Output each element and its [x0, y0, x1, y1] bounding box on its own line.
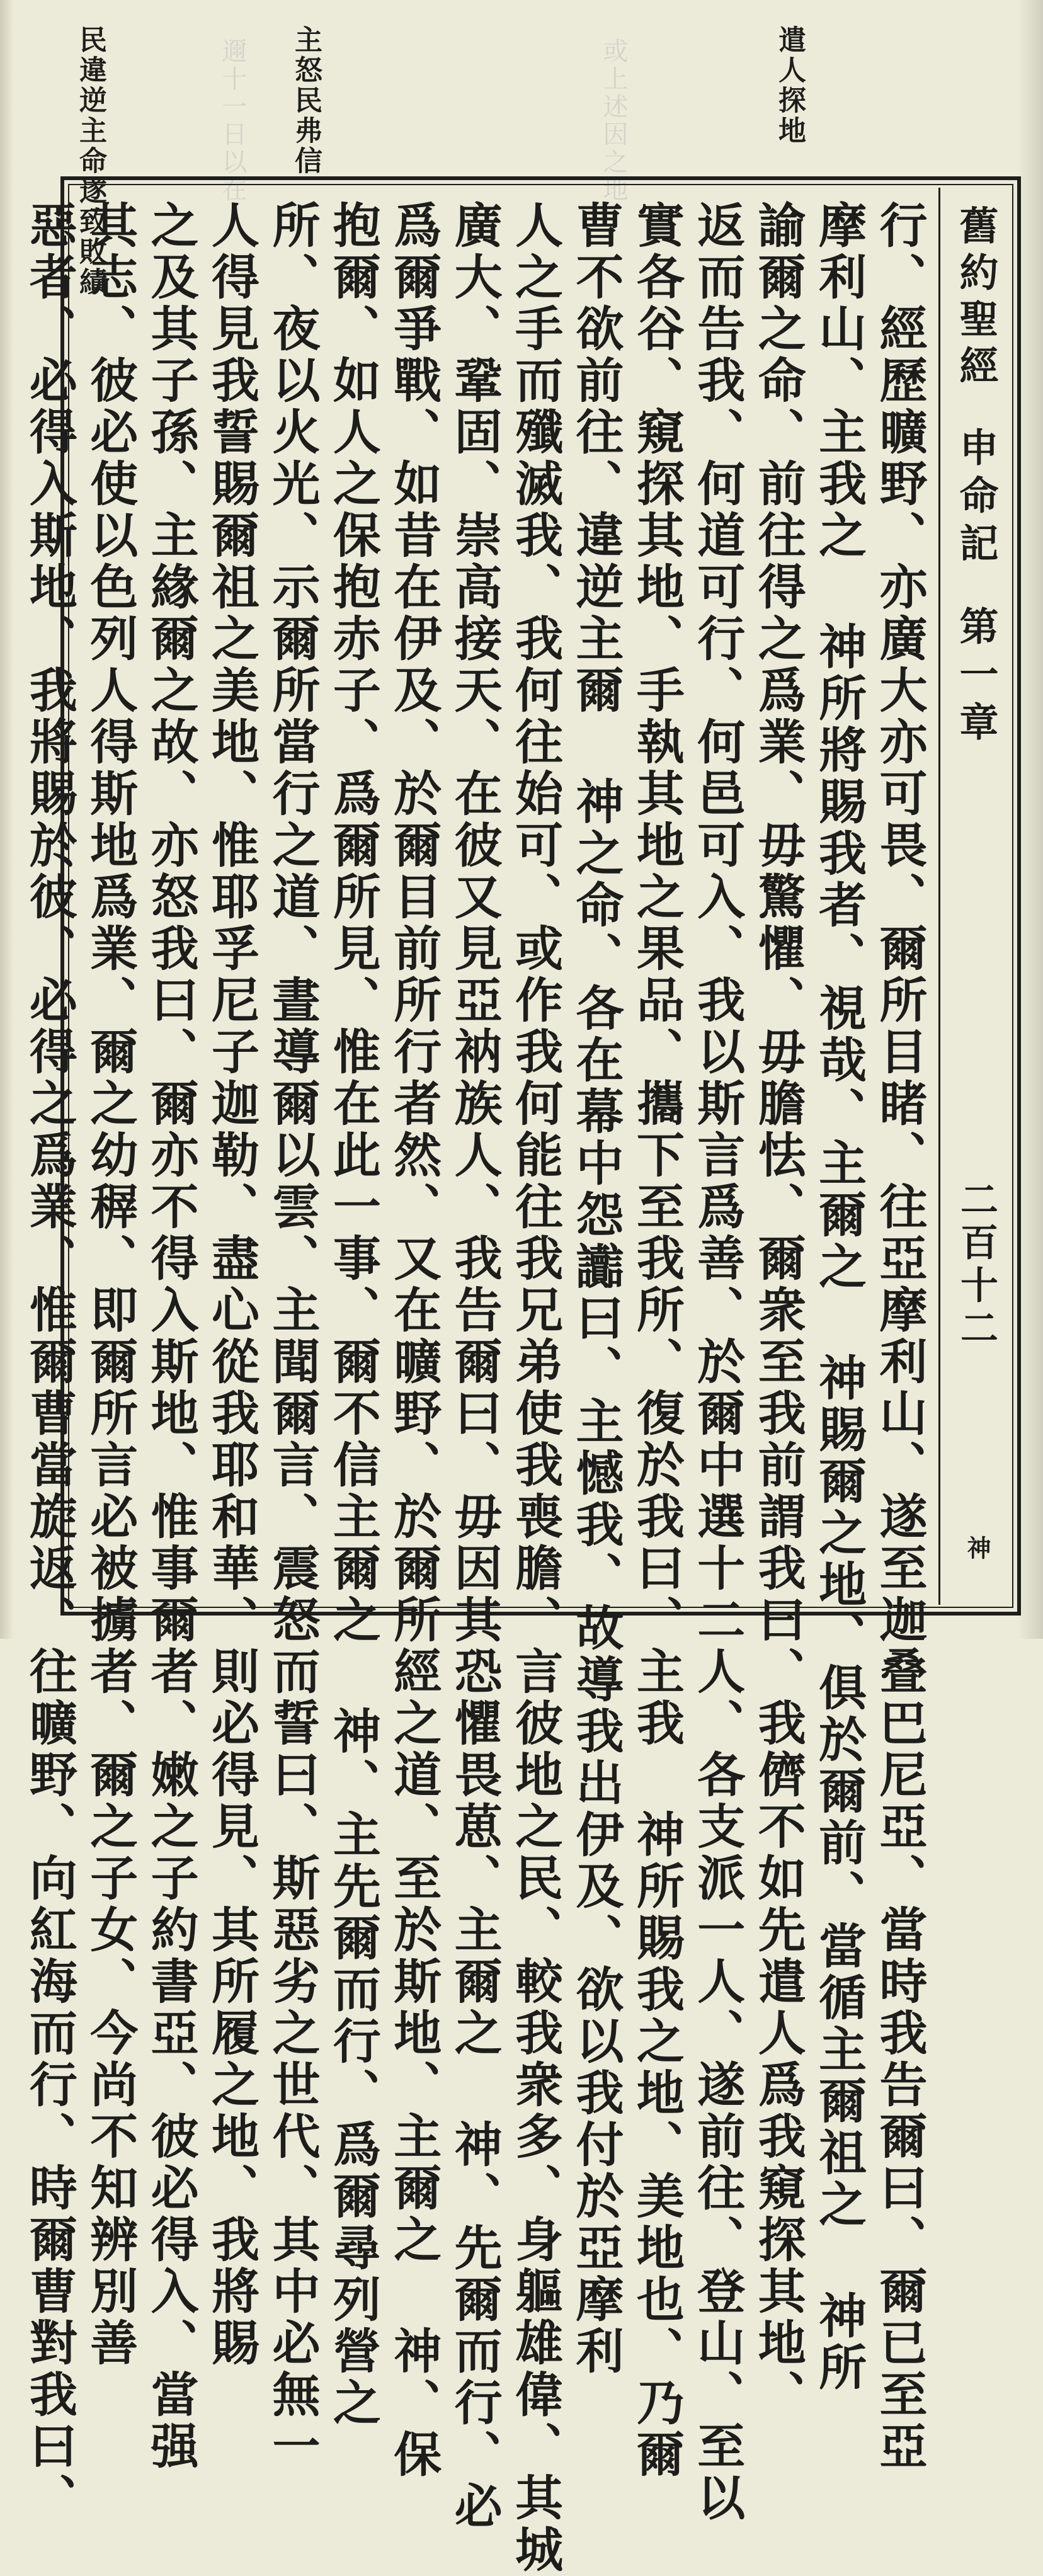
- text-column: 行、經歷曠野、亦廣大亦可畏、爾所目睹、往亞摩利山、遂至迦叠巴尼亞、當時我告爾曰、爾已至亞: [872, 200, 928, 2473]
- text-column: 惡者、必得入斯地、我將賜於彼、必得之爲業、惟爾曹當旋返、往曠野、向紅海而行、時爾曹對我曰、: [21, 200, 78, 2524]
- chapter-book-name: 申命記: [953, 427, 999, 571]
- headnote: 遣人探地: [773, 25, 806, 146]
- section-mark: 神: [963, 1536, 991, 1559]
- text-column: 爲爾爭戰、如昔在伊及、於爾目前所行者然、又在曠野、於爾所經之道、至於斯地、主爾之 神、保: [385, 200, 442, 2481]
- page-edge-shadow: [0, 0, 14, 1639]
- page-number: 二百十二: [954, 1180, 998, 1351]
- text-column: 摩利山、主我之 神所將賜我者、視哉、主爾之 神賜爾之地、俱於爾前、當循主爾祖之 神所: [811, 200, 867, 2394]
- text-column: 實各谷、窺探其地、手執其地之果品、攜下至我所、復於我曰、主我 神所賜我之地、美地也、乃爾: [629, 200, 685, 2481]
- headnote: 主怒民弗信: [290, 25, 322, 176]
- text-column: 廣大、鞏固、崇高接天、在彼又見亞衲族人、我告爾曰、毋因其恐懼畏葸、主爾之 神、先爾而行、必: [447, 200, 503, 2533]
- text-column: 諭爾之命、前往得之爲業、毋驚懼、毋膽怯、爾衆至我前謂我曰、我儕不如先遣人爲我窺探其地、: [750, 200, 807, 2421]
- text-column: 曹不欲前往、違逆主爾 神之命、各在幕中怨讟曰、主憾我、故導我出伊及、欲以我付於亞摩利: [567, 200, 624, 2378]
- bleed-through-text: 邇十一日以在: [218, 38, 247, 204]
- book-title: 舊約聖經: [953, 205, 999, 392]
- headnote: 民違逆主命遂致敗績: [74, 25, 106, 297]
- text-column: 人得見我誓賜爾祖之美地、惟耶孚尼子迦勒、盡心從我耶和華、則必得見、其所履之地、我將賜: [203, 200, 260, 2369]
- spine-shadow: [1018, 0, 1043, 1639]
- text-column: 抱爾、如人之保抱赤子、爲爾所見、惟在此一事、爾不信主爾之 神、主先爾而行、爲爾尋列營之: [325, 200, 382, 2429]
- text-column: 其志、彼必使以色列人得斯地爲業、爾之幼稺、即爾所言必被擄者、爾之子女、今尚不知辨別善: [82, 200, 139, 2369]
- text-column: 人之手而殲滅我、我何往始可、或作我何能往我兄弟使我喪膽、言彼地之民、較我衆多、身軀雄偉、其城: [507, 200, 564, 2576]
- bleed-through-text: 或上述因之地: [599, 38, 628, 204]
- header-title: [950, 205, 1001, 835]
- running-header: [938, 188, 1010, 1605]
- text-column: 之及其子孫、主緣爾之故、亦怒我曰、爾亦不得入斯地、惟事爾者、嫩之子約書亞、彼必得入、當强: [143, 200, 200, 2473]
- chapter-label: 第一章: [953, 606, 999, 749]
- text-column: 所、夜以火光、示爾所當行之道、晝導爾以雲、主聞爾言、震怒而誓曰、斯惡劣之世代、其中必無一: [264, 200, 321, 2473]
- scripture-text: [21, 200, 930, 2576]
- text-column: 返而告我、何道可行、何邑可入、我以斯言爲善、於爾中選十二人、各支派一人、遂前往、登山、至以: [689, 200, 746, 2524]
